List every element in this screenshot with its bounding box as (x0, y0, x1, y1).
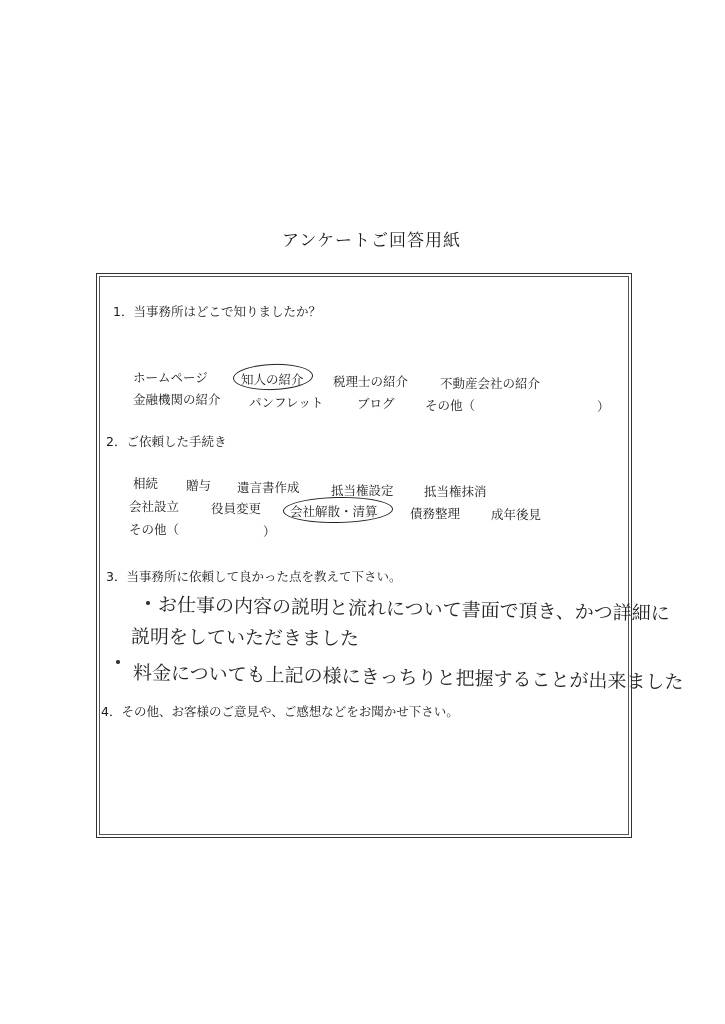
q1-option-financial-institution: 金融機関の紹介 (133, 392, 221, 407)
q1-option-acquaintance: 知人の紹介 (241, 372, 304, 387)
answer-bullet (116, 660, 120, 664)
q2-option-officer-change: 役員変更 (211, 501, 262, 516)
q1-option-real-estate: 不動産会社の紹介 (440, 376, 541, 391)
q1-option-other: その他（ (425, 398, 476, 413)
question-3-label: 3．当事務所に依頼して良かった点を教えて下さい。 (106, 569, 402, 584)
q2-option-guardianship: 成年後見 (491, 507, 542, 522)
q3-handwritten-answer-line-2: 説明をしていただきました (130, 626, 360, 650)
q2-option-inheritance: 相続 (133, 476, 159, 491)
q1-option-pamphlet: パンフレット (249, 395, 324, 410)
q3-handwritten-answer-line-1: お仕事の内容の説明と流れについて書面で頂き、かつ詳細に (157, 594, 670, 625)
q2-option-dissolution: 会社解散・清算 (290, 504, 378, 519)
form-title: アンケートご回答用紙 (282, 231, 461, 251)
answer-bullet (146, 601, 150, 605)
q1-option-other-close: ） (597, 399, 610, 414)
question-2-label: 2．ご依頼した手続き (106, 434, 227, 449)
q2-option-other-close: ） (263, 524, 276, 539)
q1-option-blog: ブログ (357, 396, 395, 411)
question-1-label: 1．当事務所はどこで知りましたか？ (113, 304, 321, 319)
q2-option-debt-settlement: 債務整理 (410, 506, 461, 521)
question-4-label: 4．その他、お客様のご意見や、ご感想などをお聞かせ下さい。 (101, 704, 459, 719)
q2-option-mortgage-cancel: 抵当権抹消 (424, 484, 487, 499)
q3-handwritten-answer-line-3: 料金についても上記の様にきっちりと把握することが出来ました (132, 662, 684, 694)
q2-option-will: 遺言書作成 (237, 480, 300, 495)
q2-option-other: その他（ (129, 522, 180, 537)
q2-option-gift: 贈与 (186, 478, 212, 493)
q1-option-tax-accountant: 税理士の紹介 (333, 374, 409, 389)
q2-option-company-establishment: 会社設立 (129, 499, 180, 514)
q1-option-homepage: ホームページ (133, 370, 208, 385)
q2-option-mortgage-setting: 抵当権設定 (331, 483, 394, 498)
form-frame-inner (99, 276, 629, 835)
